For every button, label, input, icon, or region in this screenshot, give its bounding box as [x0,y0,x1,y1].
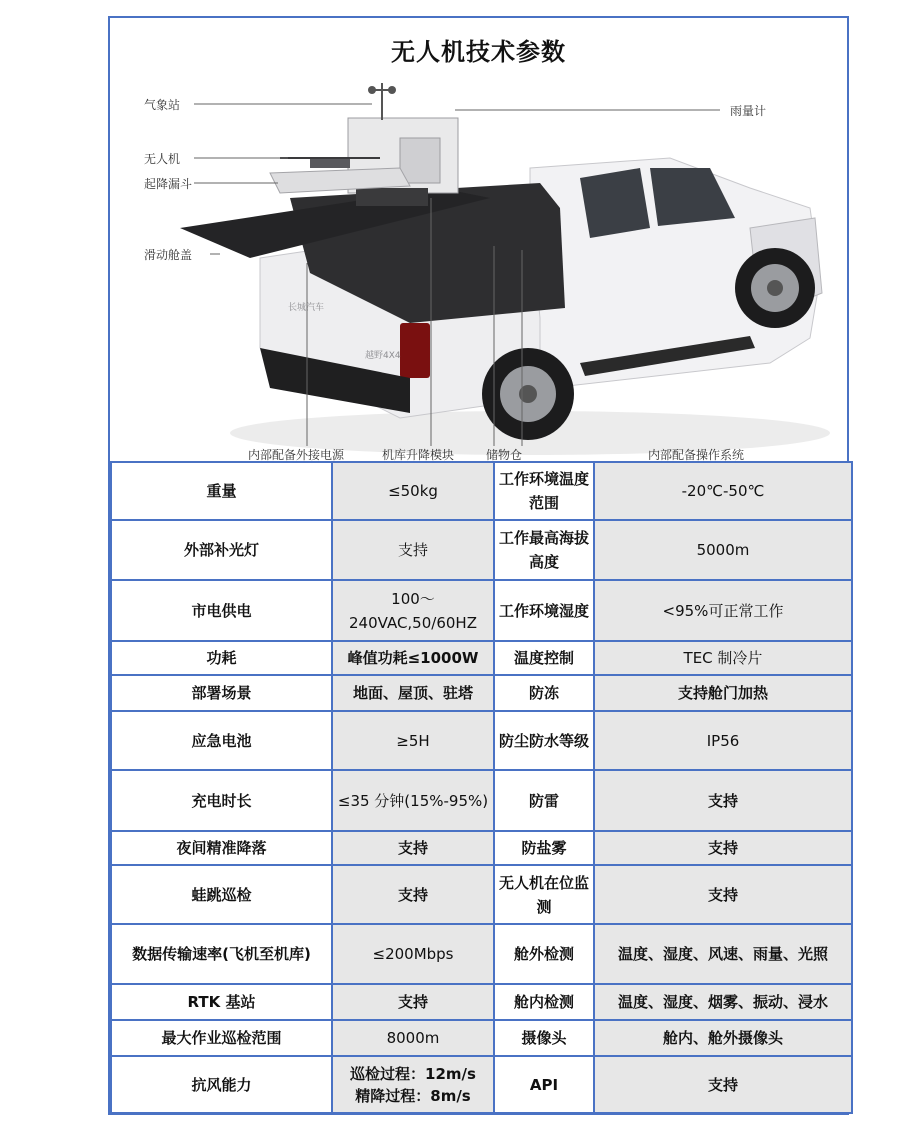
spec-label: 市电供电 [111,580,332,641]
table-row [111,462,852,520]
table-row [111,1056,852,1113]
spec-label: 抗风能力 [111,1056,332,1113]
callout-lift-module: 机库升降模块 [382,448,455,462]
spec-value: 地面、屋顶、驻塔 [332,675,494,711]
truck-model-badge: 越野4X4 [365,351,401,361]
spec-table [110,461,853,1114]
page-title: 无人机技术参数 [391,38,566,66]
callout-weather-station: 气象站 [144,98,181,112]
spec-value: 舱内、舱外摄像头 [594,1020,852,1056]
spec-label: 功耗 [111,641,332,675]
spec-label: 防盐雾 [494,831,594,865]
callout-landing-funnel: 起降漏斗 [144,177,193,191]
table-row [111,675,852,711]
spec-value: 支持 [332,984,494,1020]
table-row [111,865,852,924]
spec-value: 支持舱门加热 [594,675,852,711]
spec-value: IP56 [594,711,852,770]
spec-value: 巡检过程：12m/s 精降过程：8m/s [332,1056,494,1113]
spec-value: 支持 [332,831,494,865]
table-row [111,831,852,865]
spec-label: 防冻 [494,675,594,711]
spec-label: 重量 [111,462,332,520]
spec-value: 峰值功耗≤1000W [332,641,494,675]
spec-label: 最大作业巡检范围 [111,1020,332,1056]
spec-value: 支持 [594,770,852,831]
spec-value: -20℃-50℃ [594,462,852,520]
spec-value: ≤35 分钟(15%-95%) [332,770,494,831]
table-row [111,580,852,641]
spec-label: 夜间精准降落 [111,831,332,865]
spec-label: 舱内检测 [494,984,594,1020]
callout-drone: 无人机 [144,152,181,166]
callout-external-power: 内部配备外接电源 [248,448,345,462]
callout-sliding-cover: 滑动舱盖 [144,248,193,262]
spec-label: 工作最高海拔高度 [494,520,594,580]
table-row [111,770,852,831]
spec-label: 部署场景 [111,675,332,711]
table-row [111,1020,852,1056]
callout-rain-gauge: 雨量计 [730,104,767,118]
spec-label: RTK 基站 [111,984,332,1020]
spec-label: 外部补光灯 [111,520,332,580]
spec-value: ≤50kg [332,462,494,520]
spec-label: 防雷 [494,770,594,831]
spec-value: 5000m [594,520,852,580]
table-row [111,984,852,1020]
spec-label: 舱外检测 [494,924,594,984]
table-row [111,520,852,580]
spec-label: 数据传输速率(飞机至机库) [111,924,332,984]
table-row [111,641,852,675]
table-row [111,924,852,984]
spec-value: 温度、湿度、风速、雨量、光照 [594,924,852,984]
table-row [111,711,852,770]
spec-label: 蛙跳巡检 [111,865,332,924]
spec-value: TEC 制冷片 [594,641,852,675]
spec-value: 100～240VAC,50/60HZ [332,580,494,641]
callout-storage: 储物仓 [486,448,523,462]
spec-label: 充电时长 [111,770,332,831]
truck-hangar-illustration [110,18,847,462]
spec-value: <95%可正常工作 [594,580,852,641]
spec-label: 温度控制 [494,641,594,675]
spec-value: ≤200Mbps [332,924,494,984]
spec-value: 温度、湿度、烟雾、振动、浸水 [594,984,852,1020]
spec-label: 防尘防水等级 [494,711,594,770]
spec-label: API [494,1056,594,1113]
spec-value: 支持 [332,865,494,924]
spec-label: 应急电池 [111,711,332,770]
truck-brand-badge: 长城汽车 [288,303,325,313]
spec-label: 无人机在位监测 [494,865,594,924]
spec-label: 工作环境温度范围 [494,462,594,520]
spec-value: 支持 [594,865,852,924]
spec-sheet [108,16,849,1115]
callout-operating-system: 内部配备操作系统 [648,448,745,462]
spec-value: 支持 [594,831,852,865]
spec-value: 支持 [332,520,494,580]
spec-value: 8000m [332,1020,494,1056]
spec-value: ≥5H [332,711,494,770]
spec-label: 工作环境湿度 [494,580,594,641]
spec-value: 支持 [594,1056,852,1113]
spec-label: 摄像头 [494,1020,594,1056]
